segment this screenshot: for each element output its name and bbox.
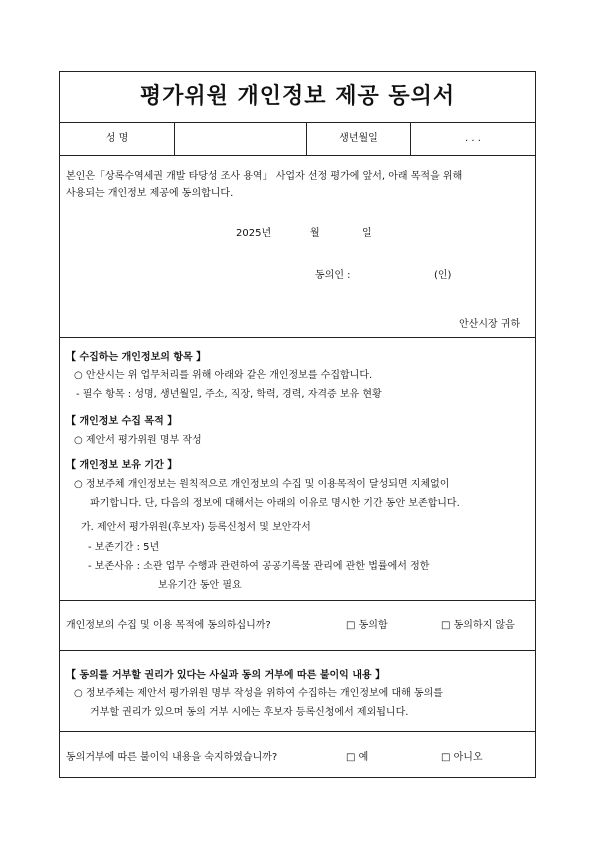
signer-label: 동의인 : — [315, 270, 351, 281]
divider — [60, 600, 535, 601]
divider — [60, 650, 535, 651]
purpose-line: ○ 제안서 평가위원 명부 작성 — [74, 435, 202, 446]
retention-line-1: ○ 정보주체 개인정보는 원칙적으로 개인정보의 수집 및 이용목적이 달성되면 지체없이 — [74, 479, 450, 490]
divider — [60, 337, 535, 338]
birth-label: 생년월일 — [306, 122, 410, 155]
refusal-line-1: ○ 정보주체는 제안서 평가위원 명부 작성을 위하여 수집하는 개인정보에 대해 동의를 — [74, 688, 443, 699]
divider — [60, 731, 535, 732]
name-field[interactable] — [174, 122, 306, 155]
consent-line-2: 사용되는 개인정보 제공에 동의합니다. — [66, 188, 234, 199]
section-heading-purpose: 【 개인정보 수집 목적 】 — [66, 416, 178, 427]
retention-line-2: 파기합니다. 단, 다음의 정보에 대해서는 아래의 이유로 명시한 기간 동안 보존합니다. — [90, 498, 460, 509]
section-heading-retention: 【 개인정보 보유 기간 】 — [66, 460, 178, 471]
section-heading-items: 【 수집하는 개인정보의 항목 】 — [66, 352, 207, 363]
seal-mark: (인) — [434, 270, 452, 281]
retention-period: - 보존기간 : 5년 — [88, 542, 160, 553]
consent-question: 개인정보의 수집 및 이용 목적에 동의하십니까? — [66, 620, 271, 631]
retention-reason-2: 보유기간 동안 필요 — [158, 580, 242, 591]
retention-reason-1: - 보존사유 : 소관 업무 수행과 관련하여 공공기록물 관리에 관한 법률에서 정한 — [88, 561, 430, 572]
date-month: 월 — [310, 228, 320, 239]
items-line-1: ○ 안산시는 위 업무처리를 위해 아래와 같은 개인정보를 수집합니다. — [74, 370, 373, 381]
birth-field[interactable]: . . . — [410, 122, 535, 155]
no-checkbox[interactable]: □ 아니오 — [441, 752, 483, 763]
date-year: 2025년 — [236, 228, 272, 239]
date-day: 일 — [362, 228, 372, 239]
refusal-line-2: 거부할 권리가 있으며 동의 거부 시에는 후보자 등록신청에서 제외됩니다. — [90, 707, 409, 718]
consent-form — [59, 71, 536, 778]
addressee: 안산시장 귀하 — [459, 319, 521, 330]
retention-item-a: 가. 제안서 평가위원(후보자) 등록신청서 및 보안각서 — [81, 522, 311, 533]
agree-checkbox[interactable]: □ 동의함 — [346, 620, 388, 631]
page-title: 평가위원 개인정보 제공 동의서 — [60, 72, 535, 123]
section-heading-refusal: 【 동의를 거부할 권리가 있다는 사실과 동의 거부에 따른 불이익 내용 】 — [66, 670, 386, 681]
items-line-2: - 필수 항목 : 성명, 생년월일, 주소, 직장, 학력, 경력, 자격증 보유 현황 — [76, 389, 382, 400]
yes-checkbox[interactable]: □ 예 — [346, 752, 369, 763]
acknowledge-question: 동의거부에 따른 불이익 내용을 숙지하였습니까? — [66, 752, 278, 763]
name-label: 성 명 — [105, 133, 129, 144]
disagree-checkbox[interactable]: □ 동의하지 않음 — [441, 620, 515, 631]
personal-info-row — [60, 122, 535, 156]
consent-line-1: 본인은「상록수역세권 개발 타당성 조사 용역」 사업자 선정 평가에 앞서, 아래 목적을 위해 — [66, 171, 463, 182]
